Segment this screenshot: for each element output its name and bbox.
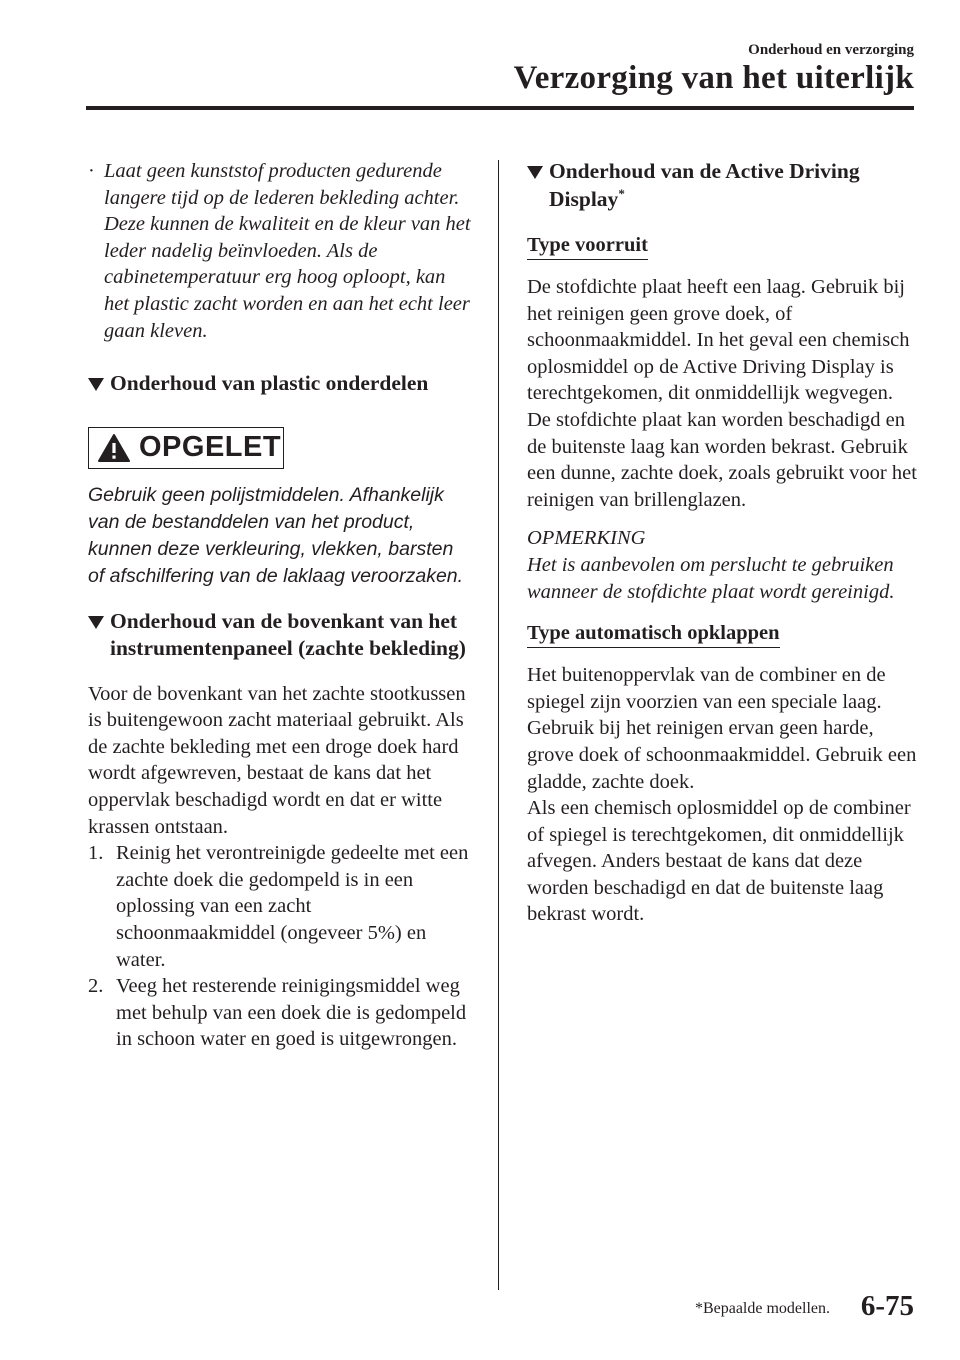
right-column: [527, 158, 919, 928]
step-text: Veeg het resterende reinigingsmiddel weg met behulp van een doek die is gedompeld in schoon water en goed is uitgewrongen.: [116, 975, 467, 1051]
step-number: 1.: [88, 842, 104, 865]
windshield-text: De stofdichte plaat heeft een laag. Gebruik bij het reinigen geen grove doek, of schoonmaakmiddel. In het geval een chemisch oplosmiddel op de Active Driving Display is terechtgekomen, dit onmiddellijk wegvegen. De stofdichte plaat kan worden beschadigd en de buitenste laag kan worden bekrast. Gebruik een dunne, zachte doek, zoals gebruikt voor het reinigen van brillenglazen.: [527, 276, 917, 511]
leather-bullet-text: Laat geen kunststof producten gedurende langere tijd op de lederen bekleding achter. Deze kunnen de kwaliteit en de kleur van het leder nadelig beïnvloeden. Als de cabinetemperatuur erg hoog oploopt, kan het plastic zacht worden en aan het echt leer gaan kleven.: [104, 160, 471, 342]
dashboard-text: Voor de bovenkant van het zachte stootkussen is buitengewoon zacht materiaal gebruikt. Als de zachte bekleding met een droge doek hard wordt afgewreven, bestaat de kans dat het oppervlak beschadigd wordt en dat er witte krassen ontstaan.: [88, 682, 466, 838]
note-text: Het is aanbevolen om perslucht te gebruiken wanneer de stofdichte plaat wordt gereinigd.: [527, 553, 895, 603]
dashboard-heading: [88, 608, 474, 663]
column-divider: [498, 160, 499, 1290]
note-label: OPMERKING: [527, 527, 646, 550]
windshield-heading: Type voorruit: [527, 233, 648, 260]
dashboard-heading-text: Onderhoud van de bovenkant van het instrumentenpaneel (zachte bekleding): [110, 608, 466, 661]
plastic-heading-text: Onderhoud van plastic onderdelen: [110, 371, 429, 396]
section-triangle-icon: [88, 378, 104, 391]
section-triangle-icon: [527, 166, 543, 179]
retract-heading: Type automatisch opklappen: [527, 621, 780, 648]
page-number: 6-75: [860, 1290, 914, 1322]
add-heading-text: Onderhoud van de Active Driving Display: [549, 159, 860, 211]
warning-triangle-icon: [97, 433, 131, 463]
caution-label: OPGELET: [139, 431, 282, 464]
section-triangle-icon: [88, 616, 104, 629]
page-title: Verzorging van het uiterlijk: [513, 60, 914, 96]
caution-text: Gebruik geen polijstmiddelen. Afhankelijk van de bestanddelen van het product, kunnen deze verkleuring, vlekken, barsten of afschilfering van de laklaag veroorzaken.: [88, 483, 464, 587]
step-2: [88, 973, 474, 1053]
left-column: [88, 158, 474, 1053]
windshield-heading-wrap: [527, 233, 919, 260]
header-section: Onderhoud en verzorging: [748, 42, 914, 58]
plastic-heading: [88, 370, 474, 398]
retract-heading-wrap: [527, 621, 919, 648]
header-rule: [86, 106, 914, 110]
caution-box: [88, 427, 284, 469]
retract-text-2: Als een chemisch oplosmiddel op de combiner of spiegel is terechtgekomen, dit onmiddellijk afvegen. Anders bestaat de kans dat deze worden beschadigd en dat de buitenste laag bekrast wordt.: [527, 797, 911, 926]
bullet-dot: ·: [88, 160, 95, 182]
footnote: *Bepaalde modellen.: [694, 1300, 830, 1317]
step-text: Reinig het verontreinigde gedeelte met een zachte doek die gedompeld is in een oplossing van een zacht schoonmaakmiddel (ongeveer 5%) en water.: [116, 842, 469, 971]
step-number: 2.: [88, 975, 104, 998]
leather-bullet: [88, 158, 474, 344]
add-heading: [527, 158, 919, 213]
footnote-mark: *: [618, 185, 625, 201]
retract-text-1: Het buitenoppervlak van de combiner en de spiegel zijn voorzien van een speciale laag. Gebruik bij het reinigen ervan geen harde, grove doek of schoonmaakmiddel. Gebruik een gladde, zachte doek.: [527, 664, 917, 793]
step-1: [88, 840, 474, 973]
